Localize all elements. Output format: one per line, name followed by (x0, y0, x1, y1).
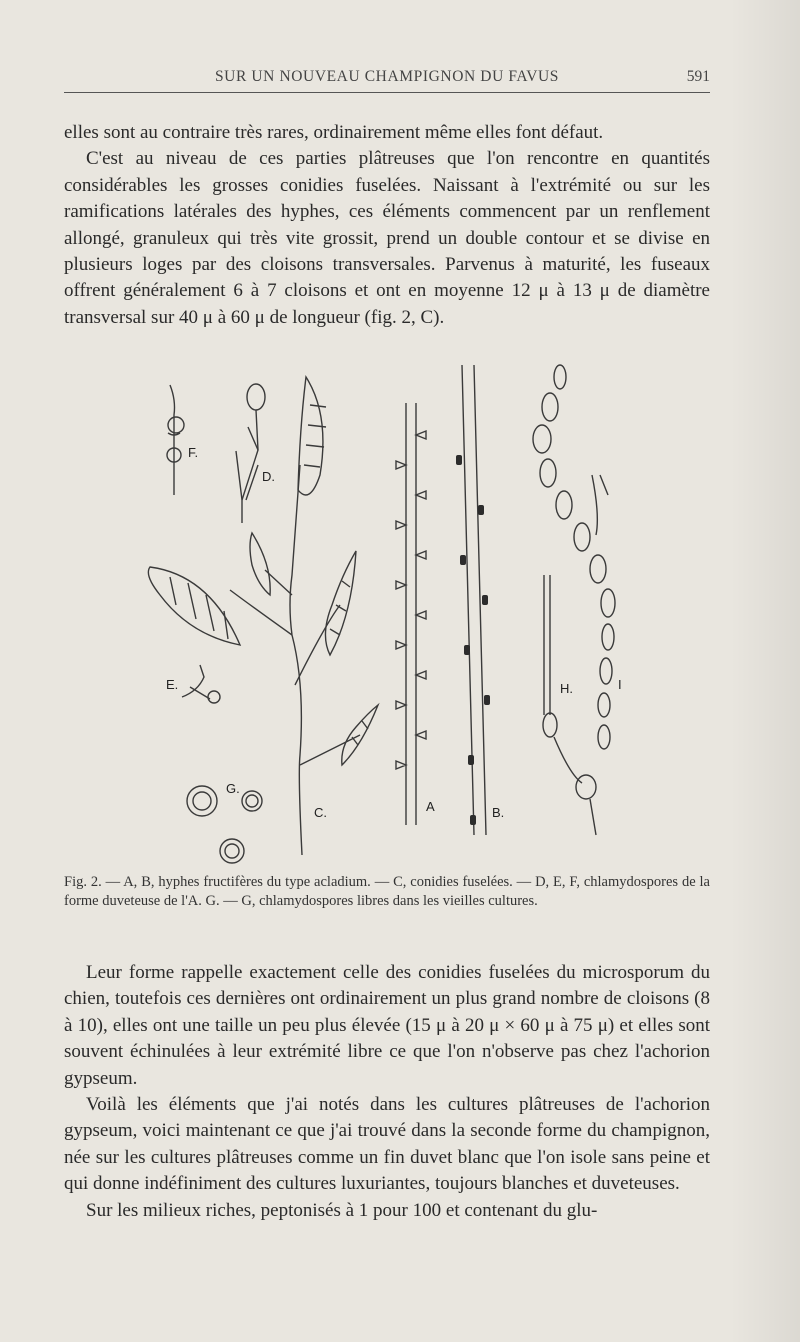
label-c: C. (314, 805, 327, 820)
paragraph: C'est au niveau de ces parties plâtreuses que l'on rencontre en quantités considérables les grosses conidies fuselées. Naissant à l'extrémité ou sur les ramifications latérales des hyphes, ces éléments commencent par un renflement allongé, granuleux qui très vite grossit, prend un double contour et se divise en plusieurs loges par des cloisons transversales. Parvenus à maturité, les fuseaux offrent généralement 6 à 7 cloisons et ont en moyenne 12 μ à 13 μ de diamètre transversal sur 40 μ à 60 μ de longueur (fig. 2, C). (64, 148, 710, 328)
paragraph: elles sont au contraire très rares, ordinairement même elles font défaut. (64, 122, 604, 143)
body-text-top (64, 120, 710, 331)
label-h: H. (560, 681, 573, 696)
chlamydospores-g (187, 781, 262, 863)
label-e: E. (166, 677, 179, 692)
label-i: I (618, 677, 622, 692)
caption-text: Fig. 2. — A, B, hyphes fructifères du type acladium. — C, conidies fuselées. — D, E, F, chlamydospores de la forme duveteuse de l'A. G. — G, chlamydospores libres dans les vieilles cultures. (64, 874, 710, 909)
label-b: B. (492, 805, 505, 820)
figure-caption (64, 873, 710, 911)
hypha-h (543, 575, 596, 835)
page-header (64, 60, 710, 93)
label-f: F. (188, 445, 199, 460)
running-head: SUR UN NOUVEAU CHAMPIGNON DU FAVUS (214, 68, 560, 85)
figure-2 (130, 355, 720, 865)
paragraph: Sur les milieux riches, peptonisés à 1 pour 100 et contenant du glu- (86, 1199, 598, 1221)
hypha-f (167, 385, 198, 495)
hypha-b (456, 365, 504, 835)
page-number: 591 (686, 68, 710, 85)
body-text-bottom (64, 960, 710, 1224)
label-a: A (426, 799, 435, 814)
chain-i (533, 365, 622, 749)
label-g: G. (226, 781, 240, 796)
chlamydospore-e (166, 665, 220, 703)
hypha-a (396, 403, 435, 825)
paragraph: Voilà les éléments que j'ai notés dans les cultures plâtreuses de l'achorion gypseum, voici maintenant ce que j'ai trouvé dans la seconde forme du champignon, née sur les cultures plâtreuses comme un fin duvet blanc que l'on isole sans peine et qui donne indéfiniment des cultures luxuriantes, toujours blanches et duveteuses. (64, 1094, 710, 1195)
conidia-c (148, 377, 378, 855)
figure-illustration (130, 355, 720, 865)
paragraph: Leur forme rappelle exactement celle des conidies fuselées du microsporum du chien, toutefois ces dernières ont ordinairement un plus grand nombre de cloisons (8 à 10), elles ont une taille un peu plus élevée (15 μ à 20 μ × 60 μ à 75 μ) et elles sont souvent échinulées à leur extrémité libre ce que l'on n'observe pas chez l'achorion gypseum. (64, 962, 710, 1089)
hypha-d (236, 384, 275, 523)
label-d: D. (262, 469, 275, 484)
